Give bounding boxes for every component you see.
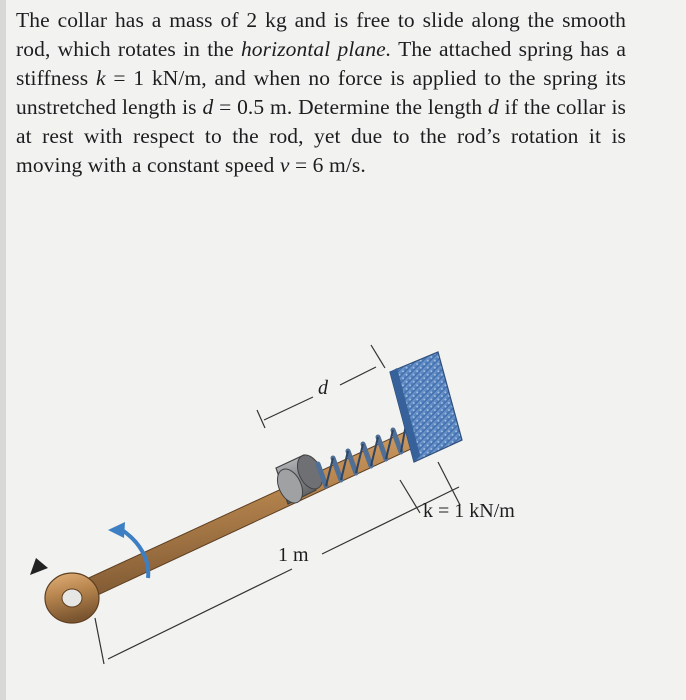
v-symbol: v: [279, 153, 290, 177]
spring-stiffness-label: k = 1 kN/m: [423, 500, 515, 522]
d-label: d: [318, 377, 328, 399]
pivot-eye: [45, 573, 99, 623]
k-symbol: k: [95, 66, 106, 90]
d-symbol: d: [202, 95, 214, 119]
problem-text-part: The collar has a mass of 2 kg and is free to slide along the smooth rod, which rotates in the: [16, 8, 626, 61]
length-label: 1 m: [278, 544, 309, 566]
problem-text-part: if the collar is at rest with respect to the rod, yet due to the rod’s rotation it is moving with a constant speed: [16, 95, 626, 177]
d-symbol: d: [488, 95, 499, 119]
problem-text-part: The attached spring has a stiffness: [16, 37, 626, 90]
problem-text-part: = 0.5 m. Determine the length: [213, 95, 489, 119]
problem-text-italic: horizontal plane.: [240, 37, 392, 61]
rod: [80, 425, 428, 600]
problem-text-part: = 1 kN/m, and when no force is applied to the spring its unstretched length is: [16, 66, 626, 119]
problem-text-part: = 6 m/s.: [289, 153, 366, 177]
